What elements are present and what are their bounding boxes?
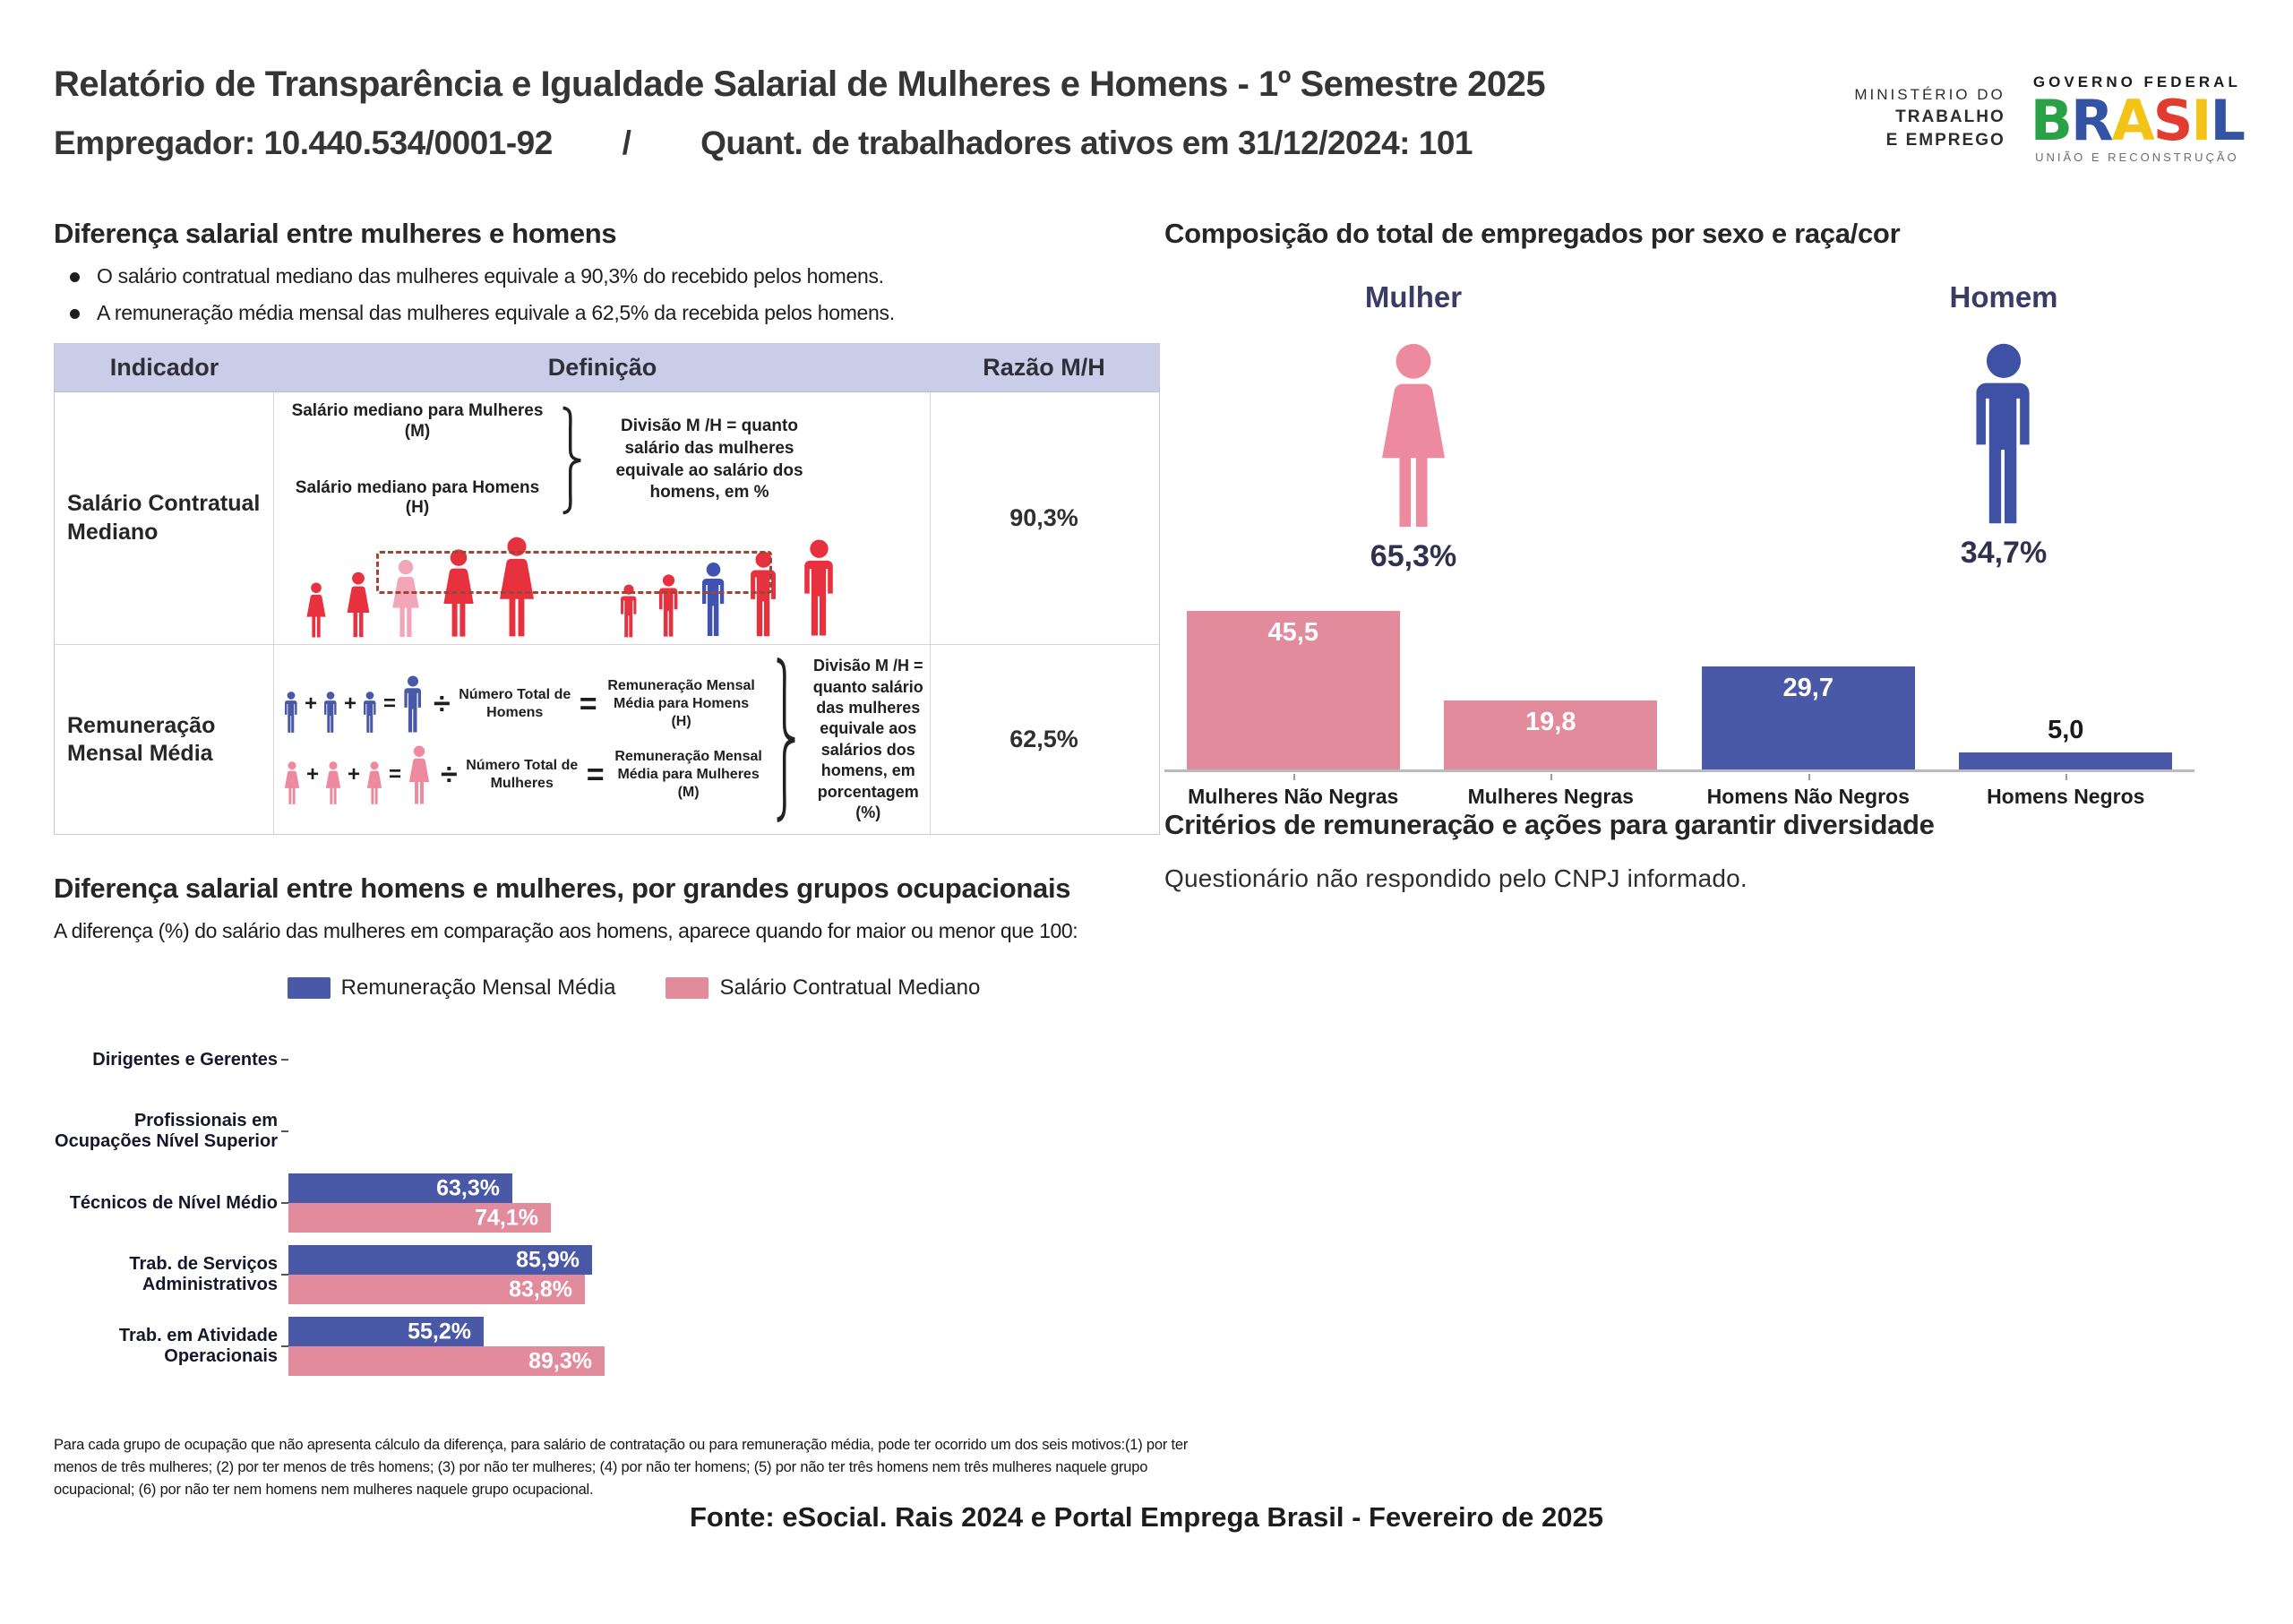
category-label-mulheres-nao-negras: Mulheres Não Negras (1164, 778, 1422, 809)
brasil-letter: S (2152, 88, 2192, 153)
race-composition-bar-chart (1164, 597, 2194, 809)
definition-cell (274, 645, 931, 834)
ratio-value: 62,5% (1009, 726, 1078, 753)
bar-slot (1937, 716, 2195, 769)
legend-swatch-pink (666, 977, 709, 999)
definition-cell (274, 392, 931, 644)
equals-sign: = (586, 757, 605, 792)
section-title-criteria: Critérios de remuneração e ações para garantir diversidade (1164, 809, 1935, 840)
bar-value-label: 5,0 (2048, 716, 2084, 744)
division-definition-text: Divisão M /H = quanto salário das mulheres equivale aos salários dos homens, em porcentagem (%) (812, 657, 923, 821)
woman-icon (303, 581, 330, 639)
governo-federal-logo (2031, 73, 2244, 164)
plus-sign: + (306, 761, 320, 786)
bar-homens-negros (1959, 752, 2172, 769)
bar-value-label: 55,2% (408, 1319, 471, 1345)
indicators-table (54, 343, 1160, 835)
separator: / (622, 125, 631, 161)
brace-icon (559, 406, 586, 515)
woman-icon (405, 744, 434, 805)
man-icon (360, 691, 380, 734)
occ-category-label: Profissionais em Ocupações Nível Superior (55, 1111, 278, 1152)
brasil-wordmark-icon (2030, 88, 2244, 153)
plus-sign: + (348, 761, 361, 786)
axis-tick (281, 1274, 288, 1276)
section-title-composition: Composição do total de empregados por sexo e raça/cor (1164, 218, 1901, 249)
population-figures (283, 528, 923, 639)
woman-icon (364, 760, 385, 805)
bar-salario-contratual-mediano-trab-em-atividade-operacionais (288, 1346, 605, 1376)
category-label-homens-negros: Homens Negros (1937, 778, 2195, 809)
men-result-label: Remuneração Mensal Média para Homens (H) (607, 678, 755, 729)
occ-row-trab-de-servicos-administrativos (54, 1239, 1160, 1310)
man-icon (399, 675, 426, 734)
equals-sign: = (383, 691, 397, 716)
men-divisor-label: Número Total de Homens (459, 687, 571, 720)
report-footer (0, 1501, 2293, 1534)
female-percentage: 65,3% (1370, 539, 1457, 573)
occ-row-profissionais-em-ocupacoes-nivel-superior (54, 1096, 1160, 1167)
table-header-row (55, 344, 1159, 392)
brasil-letter: A (2111, 88, 2153, 153)
category-label-homens-nao-negros: Homens Não Negros (1679, 778, 1937, 809)
bar-remuneracao-mensal-media-trab-em-atividade-operacionais (288, 1317, 484, 1346)
divide-sign: ÷ (441, 757, 458, 792)
ministry-line3: E EMPREGO (1885, 130, 2005, 150)
header-text-block (54, 64, 1545, 162)
axis-tick (281, 1130, 288, 1132)
bar-slot (1679, 666, 1937, 769)
brasil-letter: R (2071, 88, 2112, 153)
axis-tick (281, 1202, 288, 1204)
bar-slot (1422, 700, 1680, 769)
bar-mulheres-nao-negras (1187, 611, 1400, 769)
left-column (54, 218, 1189, 1501)
bar-value-label: 89,3% (528, 1348, 592, 1374)
workers-count: 101 (1418, 125, 1473, 161)
gov-top-label: GOVERNO FEDERAL (2032, 73, 2241, 90)
table-row (55, 392, 1159, 645)
female-block (1279, 280, 1548, 574)
equals-sign: = (579, 686, 597, 721)
col-header-indicador: Indicador (109, 354, 219, 381)
bar-group (288, 1317, 1160, 1376)
bullet-item: O salário contratual mediano das mulheres equivale a 90,3% do recebido pelos homens. (97, 264, 1160, 288)
ministry-logo (1854, 85, 2005, 151)
gov-tagline: UNIÃO E RECONSTRUÇÃO (2035, 150, 2239, 164)
median-highlight-box (376, 551, 772, 594)
bar-homens-nao-negros (1702, 666, 1915, 769)
bar-salario-contratual-mediano-tecnicos-de-nivel-medio (288, 1203, 551, 1233)
right-column (1164, 218, 2244, 893)
divide-sign: ÷ (434, 686, 451, 721)
employer-label: Empregador: (54, 125, 255, 161)
report-header (54, 64, 2244, 164)
legend-swatch-blue (288, 977, 331, 999)
women-result-label: Remuneração Mensal Média para Mulheres (M) (614, 749, 762, 800)
occ-row-dirigentes-e-gerentes (54, 1024, 1160, 1096)
indicator-label: Remuneração Mensal Média (55, 645, 274, 834)
male-percentage: 34,7% (1960, 536, 2048, 570)
indicator-label: Salário Contratual Mediano (55, 392, 274, 644)
section-title-occupational: Diferença salarial entre homens e mulheres, por grandes grupos ocupacionais (54, 872, 1071, 905)
col-header-definicao: Definição (547, 354, 657, 381)
ministry-line1: MINISTÉRIO DO (1854, 86, 2005, 104)
plus-sign: + (344, 691, 357, 716)
header-logos (1854, 73, 2244, 164)
legend-item (288, 975, 616, 1001)
footnote-text: Para cada grupo de ocupação que não apresenta cálculo da diferença, para salário de contratação ou para remuneração média, pode ter ocorrido um dos seis motivos:(1) por ter menos de três mulheres; (2) por ter menos de três homens; (3) por não ter mulheres; (4) por não ter homens; (5) por não ter três homens nem três mulheres naquele grupo ocupacional; (6) por não ter nem homens nem mulheres naquele grupo ocupacional. (54, 1437, 1189, 1498)
occupational-subtitle: A diferença (%) do salário das mulheres em comparação aos homens, aparece quando for maior ou menor que 100: (54, 919, 1078, 943)
bar-group (288, 1173, 1160, 1233)
bar-value-label: 45,5 (1267, 618, 1318, 647)
col-header-razao: Razão M/H (983, 354, 1105, 381)
bar-value-label: 19,8 (1525, 708, 1576, 736)
bar-value-label: 85,9% (516, 1247, 580, 1273)
category-label-mulheres-negras: Mulheres Negras (1422, 778, 1680, 809)
women-divisor-label: Número Total de Mulheres (466, 758, 579, 791)
equals-sign: = (389, 761, 402, 786)
employer-cnpj: 10.440.534/0001-92 (263, 125, 553, 161)
section-title-salary-diff: Diferença salarial entre mulheres e homens (54, 218, 617, 249)
salary-diff-bullets (54, 264, 1160, 325)
bar-group (288, 1245, 1160, 1304)
ratio-value: 90,3% (1009, 504, 1078, 532)
occupational-bar-chart (54, 1024, 1160, 1382)
occ-row-trab-em-atividade-operacionais (54, 1310, 1160, 1382)
woman-icon (281, 760, 303, 805)
male-block (1869, 280, 2138, 574)
legend-label: Remuneração Mensal Média (340, 975, 616, 1001)
page-title: Relatório de Transparência e Igualdade Salarial de Mulheres e Homens - 1º Semestre 2025 (54, 64, 1546, 104)
median-salary-women-label: Salário mediano para Mulheres (M) (291, 401, 544, 441)
axis-tick (281, 1059, 288, 1061)
legend-item (666, 975, 980, 1001)
bar-value-label: 74,1% (475, 1205, 538, 1231)
employer-line (54, 125, 1545, 162)
bar-remuneracao-mensal-media-tecnicos-de-nivel-medio (288, 1173, 512, 1203)
category-labels (1164, 778, 2194, 809)
occ-category-label: Trab. em Atividade Operacionais (118, 1326, 278, 1367)
source-text: Fonte: eSocial. Rais 2024 e Portal Emprega Brasil - Fevereiro de 2025 (689, 1501, 1603, 1533)
man-icon (321, 691, 340, 734)
occ-category-label: Trab. de Serviços Administrativos (129, 1254, 278, 1295)
table-row (55, 645, 1159, 834)
brasil-letter: I (2191, 88, 2211, 153)
axis-tick (281, 1345, 288, 1347)
man-icon (1961, 339, 2047, 528)
division-definition-text: Divisão M /H = quanto salário das mulheres equivale ao salário dos homens, em % (615, 417, 803, 503)
bar-value-label: 83,8% (509, 1276, 572, 1302)
bullet-item: A remuneração média mensal das mulheres equivale a 62,5% da recebida pelos homens. (97, 301, 1160, 325)
male-label: Homem (1949, 280, 2058, 314)
female-label: Mulher (1364, 280, 1463, 314)
bar-value-label: 63,3% (436, 1175, 500, 1201)
bar-mulheres-negras (1444, 700, 1657, 769)
men-average-equation (281, 675, 766, 734)
man-icon (796, 537, 842, 639)
woman-icon (322, 760, 344, 805)
bar-value-label: 29,7 (1782, 674, 1834, 702)
chart-legend (107, 975, 1160, 1001)
brasil-letter: B (2030, 88, 2072, 153)
man-icon (281, 691, 301, 734)
median-salary-men-label: Salário mediano para Homens (H) (295, 477, 540, 518)
occ-row-tecnicos-de-nivel-medio (54, 1167, 1160, 1239)
women-average-equation (281, 744, 766, 805)
bar-remuneracao-mensal-media-trab-de-servicos-administrativos (288, 1245, 592, 1275)
sex-composition-figures (1164, 280, 2244, 574)
bar-slot (1164, 611, 1422, 769)
woman-icon (1369, 339, 1458, 531)
criteria-message: Questionário não respondido pelo CNPJ informado. (1164, 864, 1748, 892)
plus-sign: + (305, 691, 318, 716)
brace-icon (773, 657, 800, 823)
bars-area (1164, 597, 2194, 772)
occ-category-label: Dirigentes e Gerentes (92, 1049, 278, 1070)
occ-category-label: Técnicos de Nível Médio (69, 1192, 278, 1213)
ministry-line2: TRABALHO (1895, 107, 2005, 127)
woman-icon (342, 571, 374, 639)
legend-label: Salário Contratual Mediano (719, 975, 981, 1001)
brasil-letter: L (2210, 88, 2244, 153)
bar-salario-contratual-mediano-trab-de-servicos-administrativos (288, 1275, 585, 1304)
workers-label: Quant. de trabalhadores ativos em 31/12/2024: (700, 125, 1410, 161)
